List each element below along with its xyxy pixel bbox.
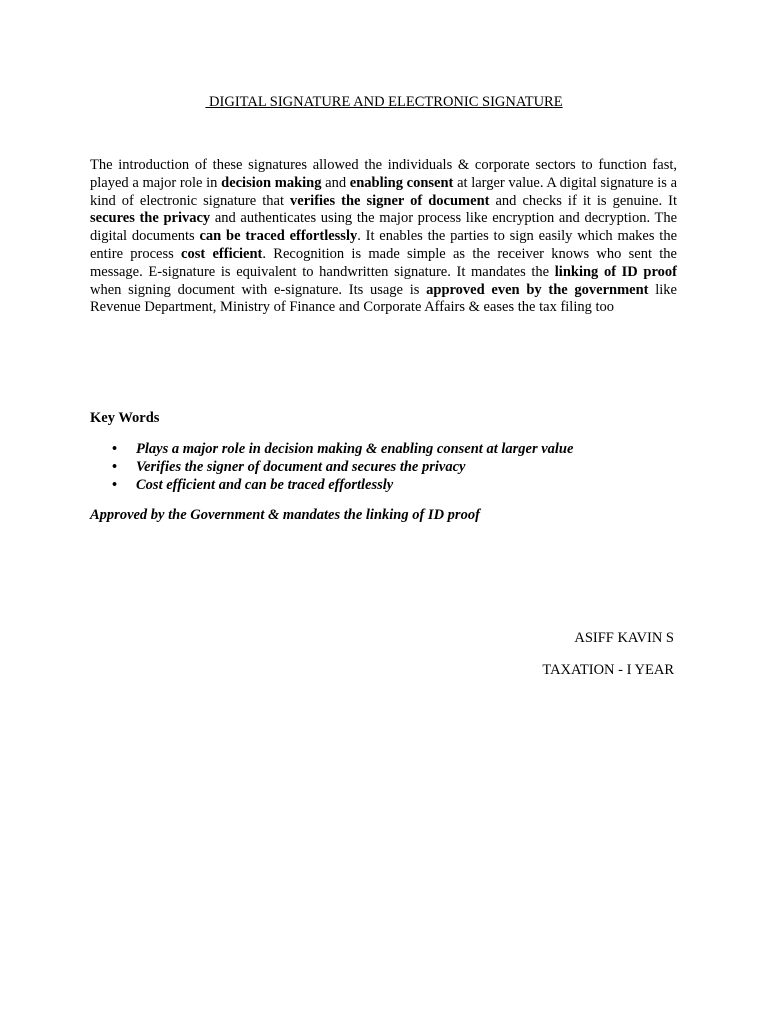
body-bold-phrase: verifies the signer of document — [290, 192, 490, 209]
list-item — [90, 441, 690, 459]
body-text-segment: and — [321, 174, 350, 191]
bullet-icon: • — [112, 441, 118, 457]
body-text-segment: like Revenue Department, Ministry of Finance and Corporate Affairs & eases the tax filing too — [90, 281, 677, 316]
body-text-segment: . Recognition is made simple as the receiver knows who sent the message. E-signature is equivalent to handwritten signature. It mandates the — [90, 245, 677, 280]
author-class: TAXATION - I YEAR — [542, 662, 674, 678]
approved-line: Approved by the Government & mandates the linking of ID proof — [90, 507, 480, 523]
keyword-text: Cost efficient and can be traced effortlessly — [136, 476, 394, 493]
body-bold-phrase: cost efficient — [181, 245, 263, 262]
body-text-segment: and checks if it is genuine. It — [489, 192, 678, 209]
body-bold-phrase: decision making — [221, 174, 322, 191]
document-title: DIGITAL SIGNATURE AND ELECTRONIC SIGNATURE — [205, 94, 563, 110]
body-bold-phrase: can be traced effortlessly — [199, 228, 358, 245]
keywords-list — [90, 441, 690, 494]
body-text-segment: at larger value. A digital signature is a kind of electronic signature that — [90, 174, 678, 209]
bullet-icon: • — [112, 458, 118, 475]
body-text-segment: The introduction of these signatures allowed the individuals & corporate sectors to function fast, played a major role in — [90, 157, 677, 191]
bullet-icon: • — [112, 476, 118, 493]
body-bold-phrase: linking of ID proof — [554, 263, 677, 280]
keywords-heading: Key Words — [90, 410, 160, 426]
list-item — [90, 477, 690, 495]
body-bold-phrase: approved even by the government — [426, 281, 649, 298]
keyword-text: Verifies the signer of document and secures the privacy — [136, 458, 466, 475]
body-text-segment: . It enables the parties to sign easily which makes the entire process — [90, 228, 677, 262]
body-text-segment: when signing document with e-signature. Its usage is — [90, 281, 427, 298]
body-bold-phrase: secures the privacy — [90, 210, 211, 227]
body-paragraph — [90, 157, 677, 317]
list-item — [90, 459, 690, 477]
body-bold-phrase: enabling consent — [349, 174, 454, 191]
author-name: ASIFF KAVIN S — [574, 630, 674, 646]
keyword-text: Plays a major role in decision making & enabling consent at larger value — [136, 441, 574, 457]
body-text-segment: and authenticates using the major process like encryption and decryption. The digital documents — [90, 210, 678, 245]
